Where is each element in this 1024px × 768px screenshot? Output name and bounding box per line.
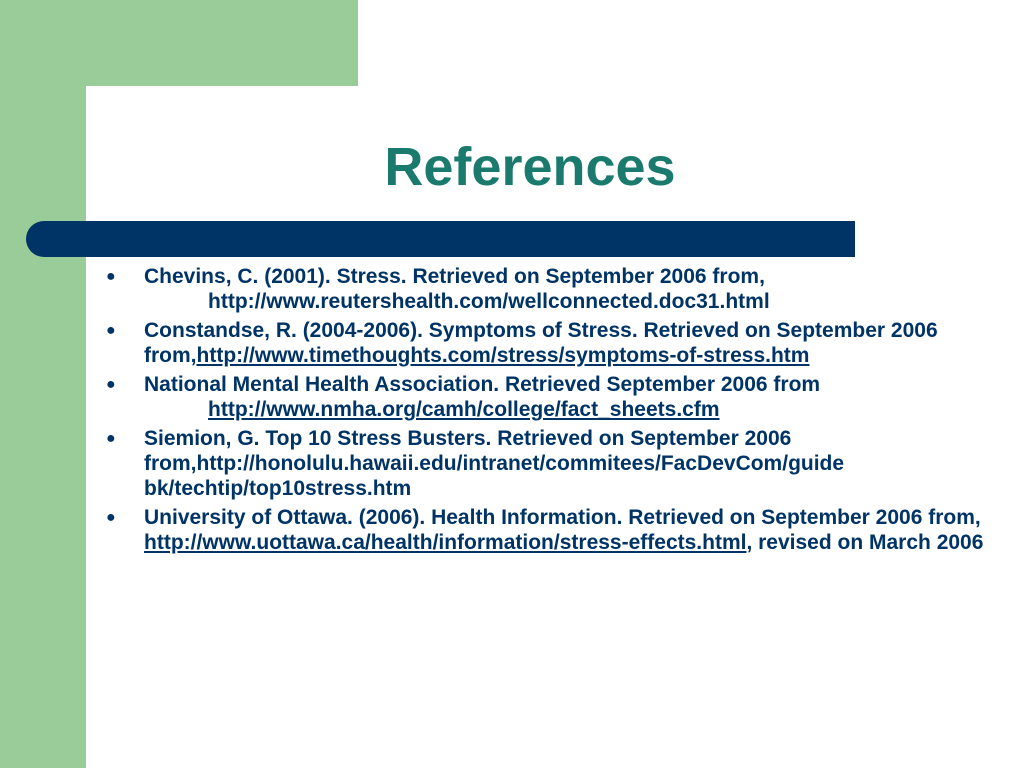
slide-title: References: [384, 137, 676, 197]
bullet-icon: ●: [106, 376, 116, 393]
reference-list: [104, 264, 1004, 559]
reference-text: National Mental Health Association. Retrieved September 2006 from: [144, 373, 821, 396]
reference-item-uottawa: [104, 505, 1004, 555]
reference-link[interactable]: http://www.nmha.org/camh/college/fact_sheets.cfm: [208, 398, 720, 421]
reference-item-siemion: [104, 426, 1004, 501]
reference-text: Constandse, R. (2004-2006). Symptoms of Stress. Retrieved on September 2006 from,: [144, 319, 938, 367]
reference-text: , revised on March 2006: [746, 531, 984, 554]
bullet-icon: ●: [106, 509, 116, 526]
reference-item-constandse: [104, 318, 1004, 368]
reference-link[interactable]: http://www.uottawa.ca/health/information/stress-effects.html: [144, 531, 747, 554]
bullet-icon: ●: [106, 268, 116, 285]
reference-text: Chevins, C. (2001). Stress. Retrieved on September 2006 from,: [144, 265, 765, 288]
green-accent-left: [0, 0, 86, 768]
reference-item-chevins: [104, 264, 1004, 314]
reference-item-nmha: [104, 372, 1004, 422]
bullet-icon: ●: [106, 430, 116, 447]
reference-text: from,http://honolulu.hawaii.edu/intranet/commitees/FacDevCom/guide: [144, 452, 845, 475]
reference-text: bk/techtip/top10stress.htm: [144, 477, 412, 500]
reference-link[interactable]: http://www.timethoughts.com/stress/symptoms-of-stress.htm: [196, 344, 810, 367]
title-underline-bar: [26, 221, 855, 257]
green-accent-top: [86, 0, 358, 86]
bullet-icon: ●: [106, 322, 116, 339]
reference-text: Siemion, G. Top 10 Stress Busters. Retrieved on September 2006: [144, 427, 792, 450]
reference-url: http://www.reutershealth.com/wellconnected.doc31.html: [208, 290, 770, 313]
reference-text: University of Ottawa. (2006). Health Information. Retrieved on September 2006 from,: [144, 506, 981, 529]
